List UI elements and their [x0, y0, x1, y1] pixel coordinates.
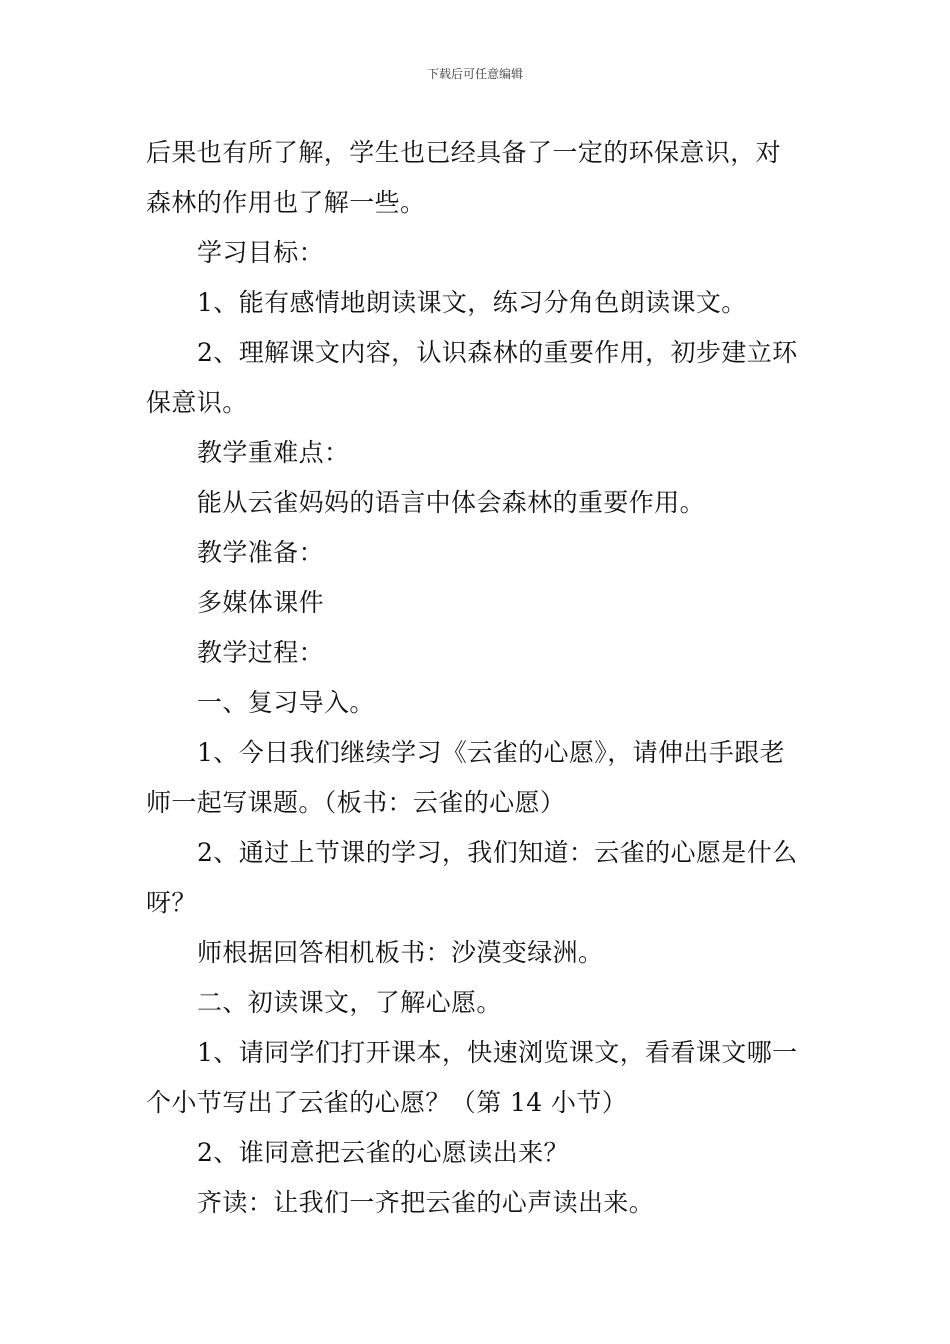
paragraph-line: 呀？ — [146, 888, 197, 917]
section-heading: 教学重难点： — [197, 438, 350, 467]
paragraph-line: 多媒体课件 — [197, 588, 325, 617]
paragraph-line: 森林的作用也了解一些。 — [146, 188, 426, 217]
section-heading: 二、初读课文，了解心愿。 — [197, 988, 502, 1017]
paragraph-line: 保意识。 — [146, 388, 248, 417]
paragraph-line: 师一起写课题。（板书：云雀的心愿） — [146, 788, 566, 817]
section-heading: 教学过程： — [197, 638, 325, 667]
list-item: 2、谁同意把云雀的心愿读出来？ — [197, 1138, 569, 1167]
document-body — [146, 128, 810, 1228]
paragraph-line: 齐读：让我们一齐把云雀的心声读出来。 — [197, 1188, 655, 1217]
list-item: 2、理解课文内容，认识森林的重要作用，初步建立环 — [197, 338, 798, 367]
paragraph-line: 师根据回答相机板书：沙漠变绿洲。 — [197, 938, 604, 967]
paragraph-line: 个小节写出了云雀的心愿？（第 14 小节） — [146, 1088, 628, 1117]
section-heading: 一、复习导入。 — [197, 688, 375, 717]
section-heading: 教学准备： — [197, 538, 325, 567]
paragraph-line: 后果也有所了解，学生也已经具备了一定的环保意识，对 — [146, 138, 782, 167]
list-item: 1、能有感情地朗读课文，练习分角色朗读课文。 — [197, 288, 747, 317]
page-header: 下载后可任意编辑 — [426, 67, 523, 81]
list-item: 1、今日我们继续学习《云雀的心愿》，请伸出手跟老 — [197, 738, 786, 767]
list-item: 1、请同学们打开课本，快速浏览课文，看看课文哪一 — [197, 1038, 798, 1067]
paragraph-line: 能从云雀妈妈的语言中体会森林的重要作用。 — [197, 488, 706, 517]
list-item: 2、通过上节课的学习，我们知道：云雀的心愿是什么 — [197, 838, 798, 867]
section-heading: 学习目标： — [197, 238, 325, 267]
